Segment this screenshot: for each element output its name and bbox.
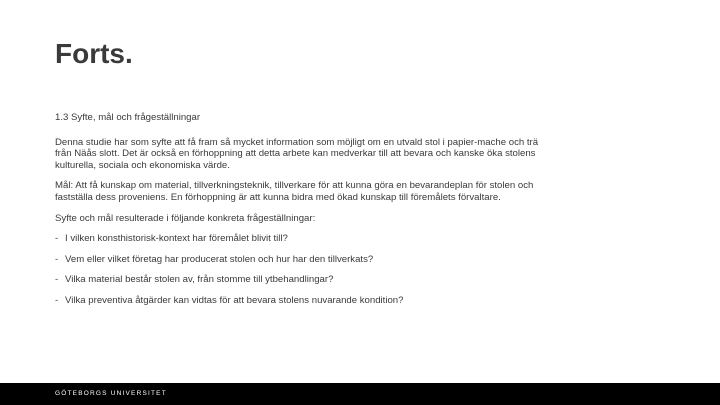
list-item [55,233,555,245]
section-heading: 1.3 Syfte, mål och frågeställningar [55,112,201,123]
list-item [55,274,555,286]
bullet-dash: - [55,233,59,245]
slide-content [55,112,555,316]
bullet-dash: - [55,253,59,265]
paragraph-goal: Mål: Att få kunskap om material, tillverkningsteknik, tillverkare för att kunna göra en bevarandeplan för stolen och fastställa dess proveniens. En förhoppning är att kunna bidra med ökad kunskap till föremålets förvaltare. [55,180,534,203]
footer-bar [0,383,720,405]
question-text: Vilka preventiva åtgärder kan vidtas för att bevara stolens nuvarande kondition? [65,294,404,306]
bullet-dash: - [55,274,59,286]
footer-university-name: GÖTEBORGS UNIVERSITET [55,390,167,397]
list-item [55,295,555,307]
question-text: Vilka material består stolen av, från stomme till ytbehandlingar? [65,274,334,286]
paragraph-questions-intro: Syfte och mål resulterade i följande konkreta frågeställningar: [55,212,316,224]
bullet-dash: - [55,294,59,306]
question-text: I vilken konsthistorisk-kontext har föremålet blivit till? [65,233,288,245]
question-text: Vem eller vilket företag har producerat stolen och hur har den tillverkats? [65,253,374,265]
list-item [55,254,555,266]
paragraph-purpose: Denna studie har som syfte att få fram så mycket information som möjligt om en utvald stol i papier-mache och trä från Näås slott. Det är också en förhoppning att detta arbete kan medverkar till att bevara och kanske öka stolens kulturella, sociala och ekonomiska värde. [55,136,539,171]
slide-title: Forts. [55,38,133,69]
questions-list [55,233,555,306]
